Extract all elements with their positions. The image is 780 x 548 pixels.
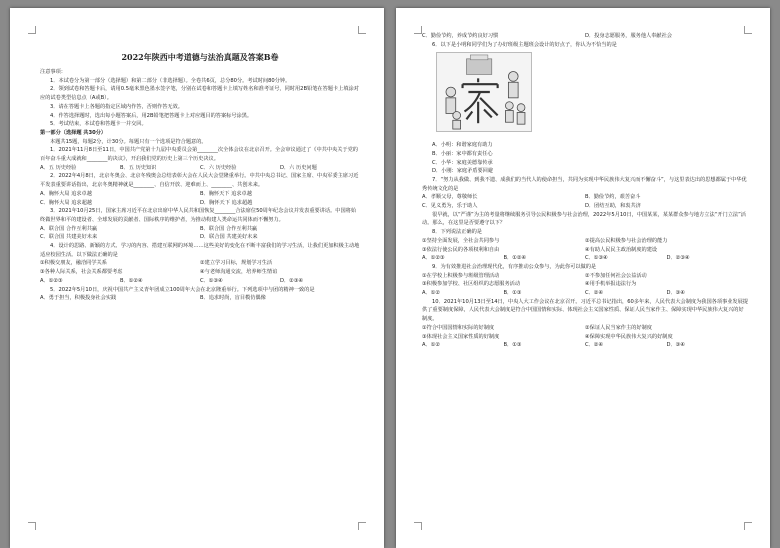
- option: B．胸怀天下 追求卓越: [200, 190, 252, 197]
- option: D．六 历史问题: [280, 164, 317, 171]
- option: C．联合国 共建美好未来: [40, 234, 98, 241]
- question-5: 5．2022年5月10日，庆祝中国共产主义青年团成立100周年大会在北京隆重举行。下列选项中与团的精神一致的是: [50, 286, 315, 293]
- notice-heading: 注意事项：: [40, 69, 66, 75]
- q4-options: [40, 277, 360, 286]
- notice-item: 2．领到试卷和答题卡后，请用0.5毫米黑色墨水签字笔，分别在试卷和答题卡上填写姓名和准考证号，同时用2B铅笔在答题卡上填涂对应的试卷类型信息点（A或B）。: [40, 86, 359, 102]
- option: A．①②③: [422, 255, 445, 262]
- option: C．②④: [585, 290, 604, 297]
- question-8: 8．下列说法正确的是: [432, 229, 482, 236]
- section-description: 本题共15题，每题2分，计30分。每题只有一个选项是符合题意的。: [50, 138, 207, 145]
- question-7: 7．“努力从我做、到我不遗、成我们的当代人的使命担当，共同为实现中华民族伟大复兴而不懈奋斗”，与这里表达出的思想都属于中华优秀传统文化的是: [422, 176, 747, 192]
- option: B．①②④: [120, 277, 143, 284]
- statement: ③积极参加学校、社区组织的志愿服务活动: [422, 281, 521, 288]
- q5-options: [40, 294, 360, 303]
- statement: ①在学校上积极参与班级管理活动: [422, 272, 500, 279]
- statement: ④保障实现中华民族伟大复兴的好制度: [585, 333, 673, 340]
- option: C．②④: [585, 342, 604, 349]
- option: B．追求时尚，盲目模仿偶像: [200, 295, 266, 302]
- option: D．团结互助，和衷共济: [585, 203, 641, 210]
- book: [470, 55, 488, 60]
- option: A．①②: [422, 290, 441, 297]
- crop-mark: [28, 522, 36, 530]
- notice-item: 4．作答选择题时，选出每小题答案后，用2B铅笔把答题卡上对应题目的答案标号涂黑。: [50, 112, 253, 119]
- option: D．③④: [666, 290, 685, 297]
- page-right: [396, 8, 770, 548]
- statement: ④有助人民民主政治制度的建设: [585, 246, 658, 253]
- crop-mark: [28, 26, 36, 34]
- q8-statements: [422, 237, 748, 246]
- option: C．①③④: [200, 277, 223, 284]
- option: B．联合国 合作互利共赢: [200, 225, 258, 232]
- option: B．①②④: [503, 255, 527, 262]
- option: A．小明：和谐家庭有助力: [432, 142, 493, 149]
- option: A．勇于担当，积极投身社会实践: [40, 295, 117, 302]
- question-1: 1．2021年11月8日至11日，中国共产党第十九届中央委员会第________次全体会议在北京召开。全会审议通过了《中共中央关于党的百年奋斗重大成就和________的决议》，开启我们党的历史上第三个历史决议。: [40, 147, 358, 163]
- statement: ③各种人际关系，社会关系都要考虑: [40, 269, 123, 276]
- question-4: 4．设计的思路、新颖的方式、学习的内容、搭建互联网的环境……这些美好的变化在不断丰富我们的学习生活，让我们更加积极主动地适应校园生活。以下做法正确的是: [40, 243, 360, 258]
- statement: ①坚持全面发展，全社会共同参与: [422, 237, 500, 244]
- option: B．五 历史知识: [120, 164, 157, 171]
- q7-options: [422, 202, 748, 211]
- question-3: 3．2021年10月25日，国家主席习近平在北京出席中华人民共和国恢复________合法席位50周年纪念会议并发表重要讲话。中国将始终做世界和平的建设者、全球发展的贡献者、国际秩序的维护者，为推动构建人类命运共同体而不懈努力。: [40, 208, 357, 223]
- statement: ①积极交朋友，融洽同学关系: [40, 260, 107, 267]
- statement: ①符合中国国情和实际的好制度: [422, 324, 495, 331]
- option: D．②③④: [666, 255, 690, 262]
- q4-statements: [40, 259, 360, 268]
- document-title: 2022年陕西中考道德与法治真题及答案B卷: [121, 52, 279, 62]
- option: D．胸怀天下 追求超越: [200, 199, 253, 206]
- q3-options: [40, 233, 360, 242]
- statement: ③体现社会主义国家性质的好制度: [422, 333, 500, 340]
- question-8-intro: 很早就，以“严谨”为主的考量将继续服务引导公民积极参与社会治理，2022年5月10日，中国某某，某某群众参与地方立法“开门立法”活动。那么，在这里是否要遵守以下？: [422, 211, 746, 227]
- family-illustration: [436, 52, 532, 132]
- statement: ④与老师沟通交流，培养师生情谊: [200, 269, 278, 276]
- option: C．①③④: [585, 255, 608, 262]
- option: A．联合国 合作互利共赢: [40, 225, 98, 232]
- option: B．①③: [503, 290, 522, 297]
- notice-item: 3．请在答题卡上各题的指定区域内作答，否则作答无效。: [50, 103, 183, 110]
- statement: ②不参加任何社会公益活动: [585, 272, 647, 279]
- option: B．勤俭节约，艰苦奋斗: [585, 194, 641, 201]
- q2-options: [40, 199, 360, 208]
- statement: ②保证人民当家作主的好制度: [585, 324, 652, 331]
- question-6: 6．以下是小明和同学们为了办好班级主题班会设计的好点子，你认为不恰当的是: [432, 41, 617, 48]
- statement: ②提高公民积极参与社会治理的能力: [585, 237, 668, 244]
- q3-options: [40, 225, 360, 234]
- q5-options-continued: [422, 32, 748, 41]
- q2-options: [40, 190, 360, 199]
- option: C．胸怀大局 追求超越: [40, 199, 92, 206]
- page-content: [422, 32, 748, 350]
- option: D．②③④: [280, 277, 304, 284]
- question-9: 9．为有效推进社会治理现代化，有序推动公众参与，为此你可以做的是: [432, 263, 597, 270]
- option: A．①②③: [40, 277, 63, 284]
- option: D．小刚：家庭矛盾要回避: [432, 168, 494, 175]
- crop-mark: [358, 522, 366, 530]
- notice-item: 5．考试结束，本试卷和答题卡一并交回。: [50, 121, 147, 128]
- option: B．小丽：家中都有责任心: [432, 150, 493, 157]
- option: C．勤俭节约，养成节约良好习惯: [422, 33, 499, 39]
- crop-mark: [358, 26, 366, 34]
- question-2: 2．2022年4月8日，北京冬奥会、北京冬残奥会总结表彰大会在人民大会堂隆重举行。中共中央总书记、国家主席、中央军委主席习近平发表重要讲话指出，北京冬奥精神就是________、自信开放、迎难而上、________、共创未来。: [40, 173, 359, 189]
- q1-options: [40, 164, 360, 173]
- option: D．投身志愿服务，服务他人奉献社会: [585, 33, 672, 39]
- q10-options: [422, 341, 748, 350]
- statement: ②建立学习目标，规划学习生活: [200, 260, 273, 267]
- option: A．胸怀大局 追求卓越: [40, 190, 92, 197]
- q10-statements: [422, 324, 748, 333]
- option: D．联合国 共建美好未来: [200, 234, 258, 241]
- section-heading: 第一部分（选择题 共30分）: [40, 129, 107, 136]
- page-left: [10, 8, 384, 548]
- books-stack: [466, 59, 491, 75]
- statement: ④用手机举报违法行为: [585, 281, 637, 288]
- page-content: [40, 36, 360, 303]
- crop-mark: [744, 522, 752, 530]
- q9-statements: [422, 280, 748, 289]
- option: A．①②: [422, 342, 441, 349]
- q4-statements: [40, 268, 360, 277]
- option: A．孝顺父母，尊敬师长: [422, 194, 478, 201]
- option: C．小华：家庭美德靠传承: [432, 159, 493, 166]
- q10-statements: [422, 333, 748, 342]
- q8-statements: [422, 246, 748, 255]
- option: C．六 历史经验: [200, 164, 237, 171]
- q7-options: [422, 193, 748, 202]
- option: D．③④: [666, 342, 685, 349]
- option: C．见义勇为，乐于助人: [422, 203, 478, 210]
- option: B．①③: [503, 342, 522, 349]
- notice-item: 1．本试卷分为第一部分（选择题）和第二部分（非选择题）。全卷共6页，总分80分。考试时间80分钟。: [50, 77, 291, 84]
- crop-mark: [414, 522, 422, 530]
- q9-options: [422, 289, 748, 298]
- q9-statements: [422, 272, 748, 281]
- option: A．五 历史经验: [40, 164, 77, 171]
- question-10: 10．2021年10月13日至14日，中央人大工作会议在北京召开。习近平总书记指出，60多年来，人民代表大会制度为我国各项事业发展提供了重要制度保障，人民代表大会制度是符合中国国情和实际、体现社会主义国家性质、保证人民当家作主、保障实现中华民族伟大复兴的好制度。: [422, 298, 748, 323]
- statement: ③依法行使公民的各项权利和自由: [422, 246, 500, 253]
- crop-mark: [414, 26, 422, 34]
- q8-options: [422, 254, 748, 263]
